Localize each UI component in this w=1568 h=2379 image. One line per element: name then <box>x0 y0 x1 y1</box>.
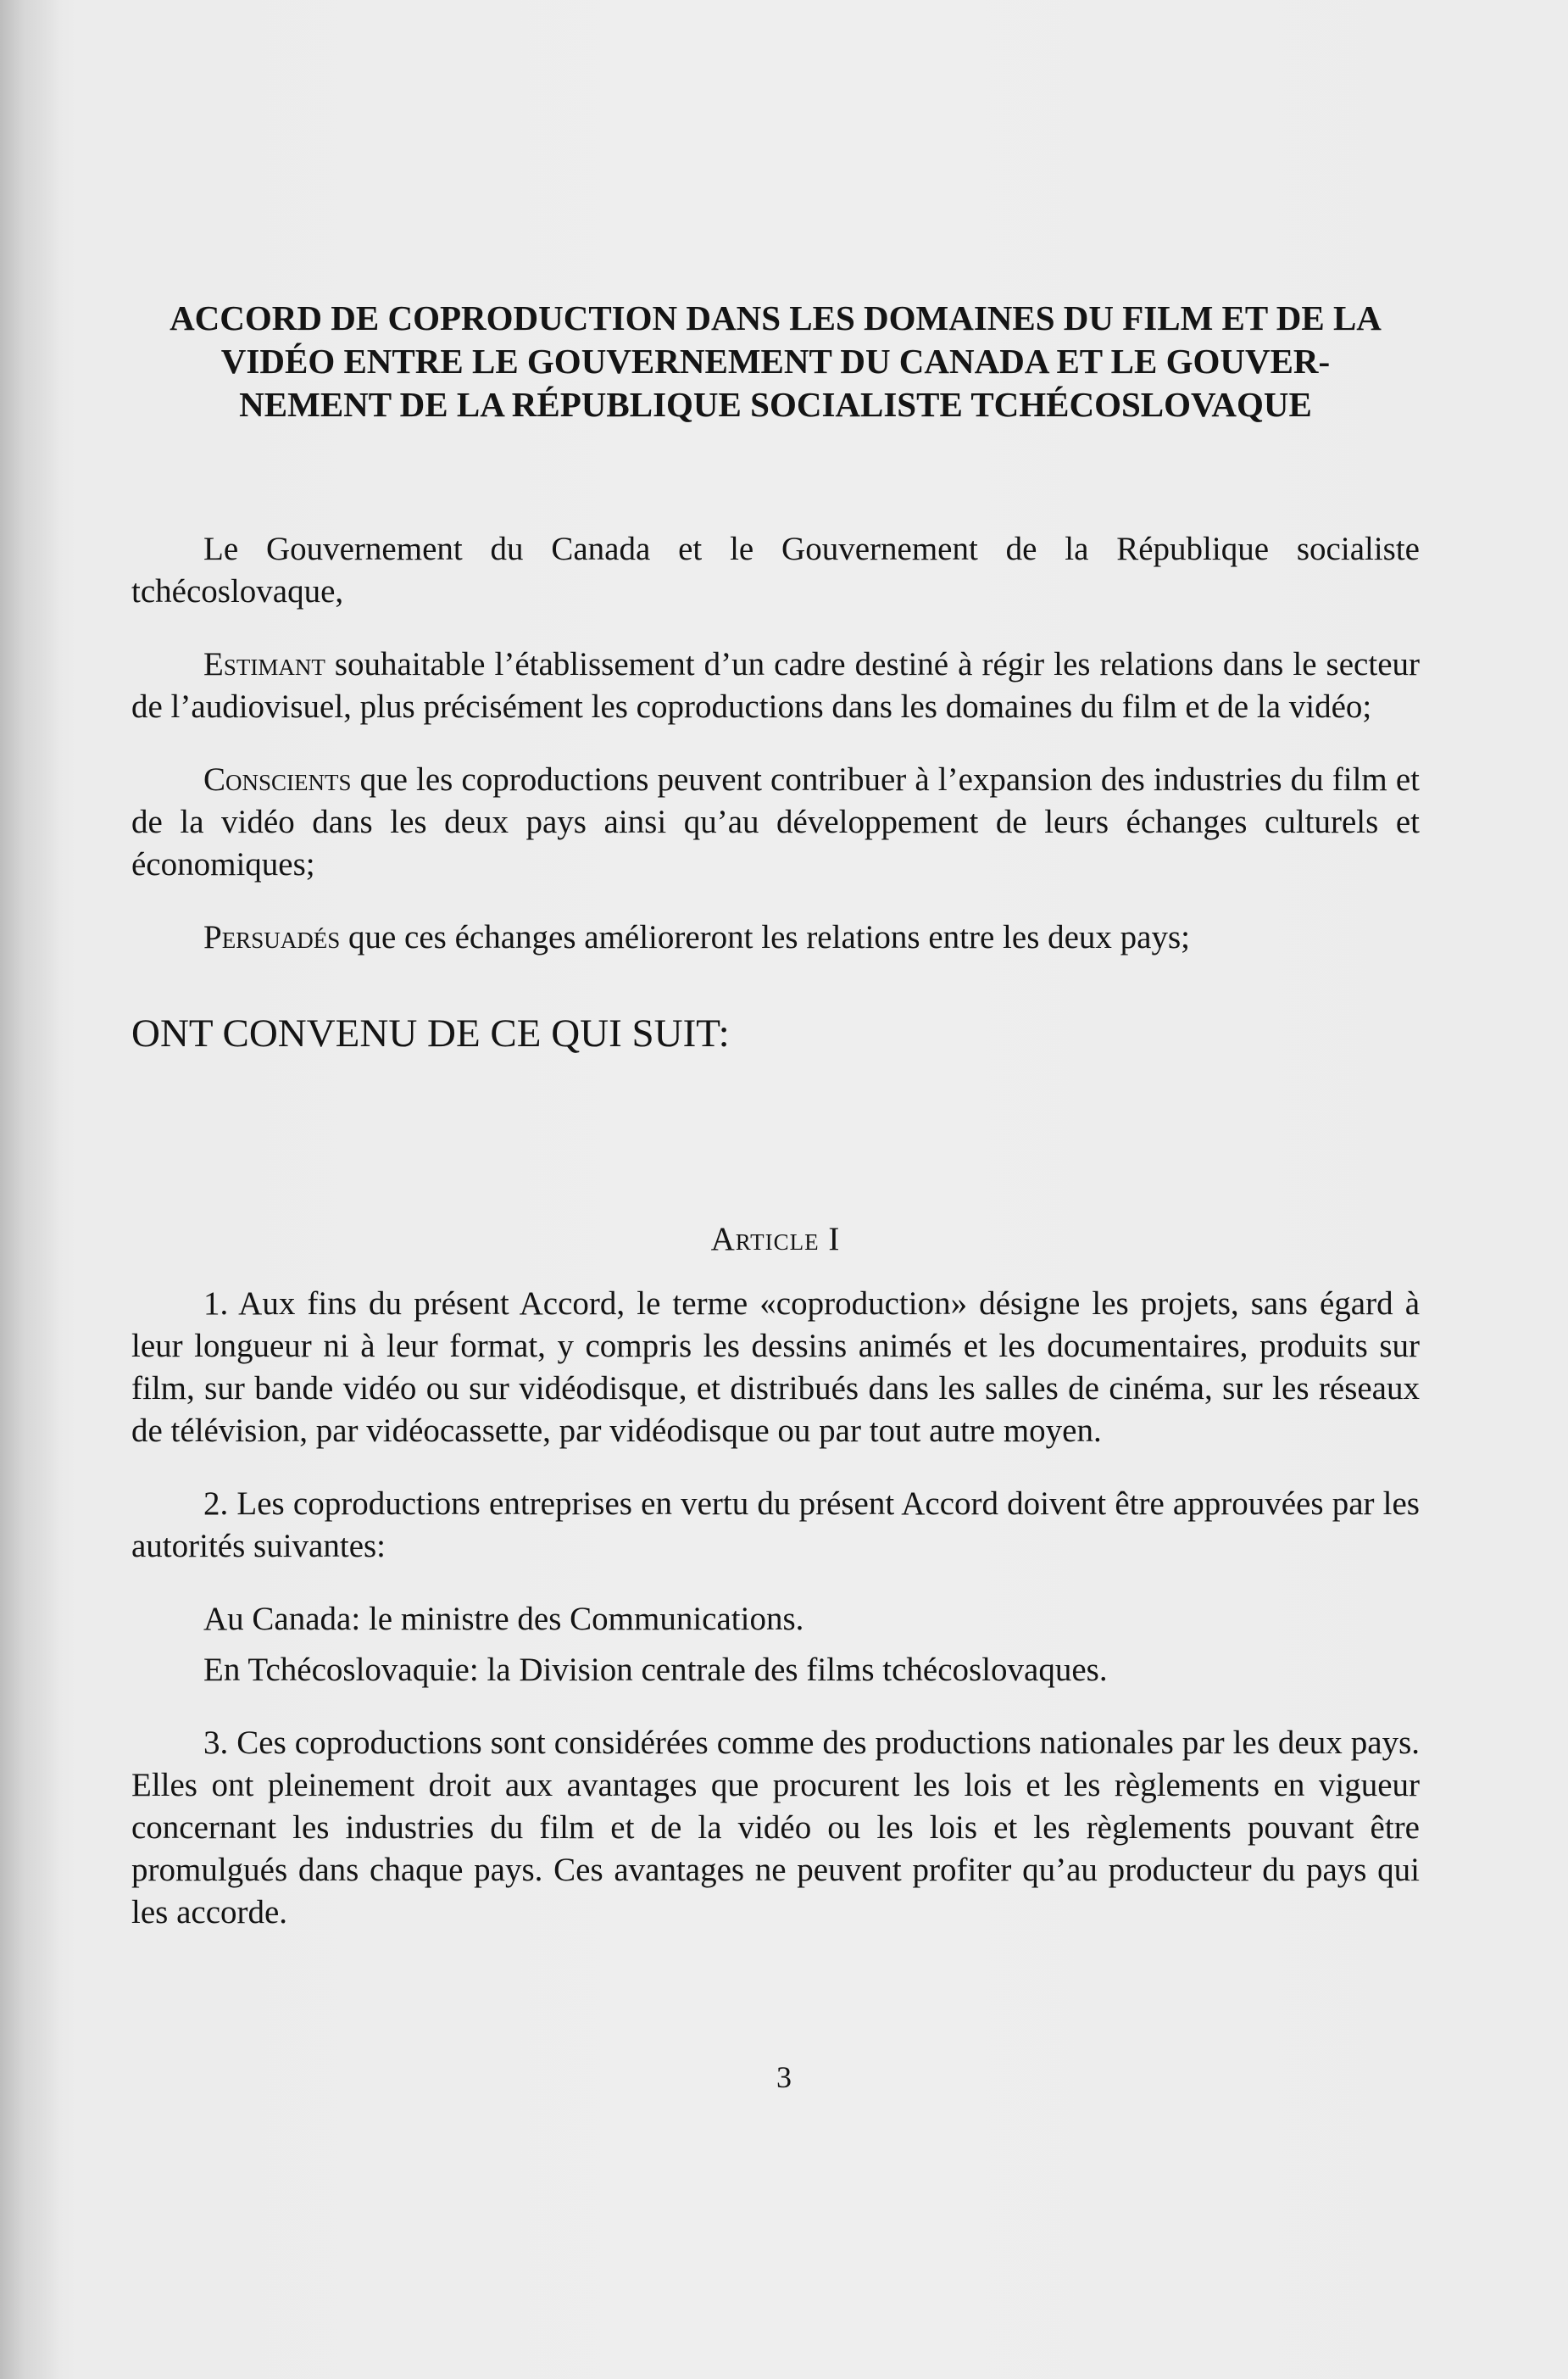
document-body <box>131 297 1420 1934</box>
persuades-text: que ces échanges amélioreront les relations entre les deux pays; <box>340 919 1191 956</box>
conscients-paragraph <box>131 759 1420 886</box>
document-title <box>131 297 1420 426</box>
article-paragraph-3: 3. Ces coproductions sont considérées comme des productions nationales par les deux pays. Elles ont pleinement droit aux avantages que procurent les lois et les règlements en vigueur concernant les industries du film et de la vidéo ou les lois et les règlements pouvant être promulgués dans chaque pays. Ces avantages ne peuvent profiter qu’au producteur du pays qui les accorde. <box>131 1724 1420 1930</box>
persuades-lead-word: Persuadés <box>203 919 341 956</box>
estimant-text: souhaitable l’établissement d’un cadre destiné à régir les relations dans le secteur de l’audiovisuel, plus précisément les coproductions dans les domaines du film et de la vidéo; <box>131 646 1420 725</box>
preamble-paragraph: Le Gouvernement du Canada et le Gouvernement de la République socialiste tchécoslovaque, <box>131 531 1420 610</box>
agreed-heading: ONT CONVENU DE CE QUI SUIT: <box>131 1011 730 1056</box>
estimant-paragraph <box>131 644 1420 728</box>
article-heading: Article I <box>710 1221 841 1257</box>
authority-canada: Au Canada: le ministre des Communications. <box>203 1601 804 1637</box>
binding-edge <box>0 0 59 2379</box>
page-number: 3 <box>776 2060 792 2094</box>
title-line-1: ACCORD DE COPRODUCTION DANS LES DOMAINES DU FILM ET DE LA <box>170 298 1382 337</box>
persuades-paragraph <box>131 916 1420 959</box>
article-paragraph-2: 2. Les coproductions entreprises en vertu du présent Accord doivent être approuvées par les autorités suivantes: <box>131 1485 1420 1564</box>
article-paragraph-1: 1. Aux fins du présent Accord, le terme «coproduction» désigne les projets, sans égard à leur longueur ni à leur format, y compris les dessins animés et les documentaires, produits sur film, sur bande vidéo ou sur vidéodisque, et distribués dans les salles de cinéma, sur les réseaux de télévision, par vidéocassette, par vidéodisque ou par tout autre moyen. <box>131 1285 1420 1449</box>
estimant-lead-word: Estimant <box>203 646 325 682</box>
authority-czechoslovakia: En Tchécoslovaquie: la Division centrale des films tchécoslovaques. <box>203 1652 1108 1688</box>
title-line-2: VIDÉO ENTRE LE GOUVERNEMENT DU CANADA ET LE GOUVER- <box>220 342 1331 381</box>
conscients-lead-word: Conscients <box>203 761 352 798</box>
conscients-text: que les coproductions peuvent contribuer à l’expansion des industries du film et de la vidéo dans les deux pays ainsi qu’au développement de leurs échanges culturels et économiques; <box>131 761 1420 883</box>
title-line-3: NEMENT DE LA RÉPUBLIQUE SOCIALISTE TCHÉCOSLOVAQUE <box>239 385 1312 424</box>
